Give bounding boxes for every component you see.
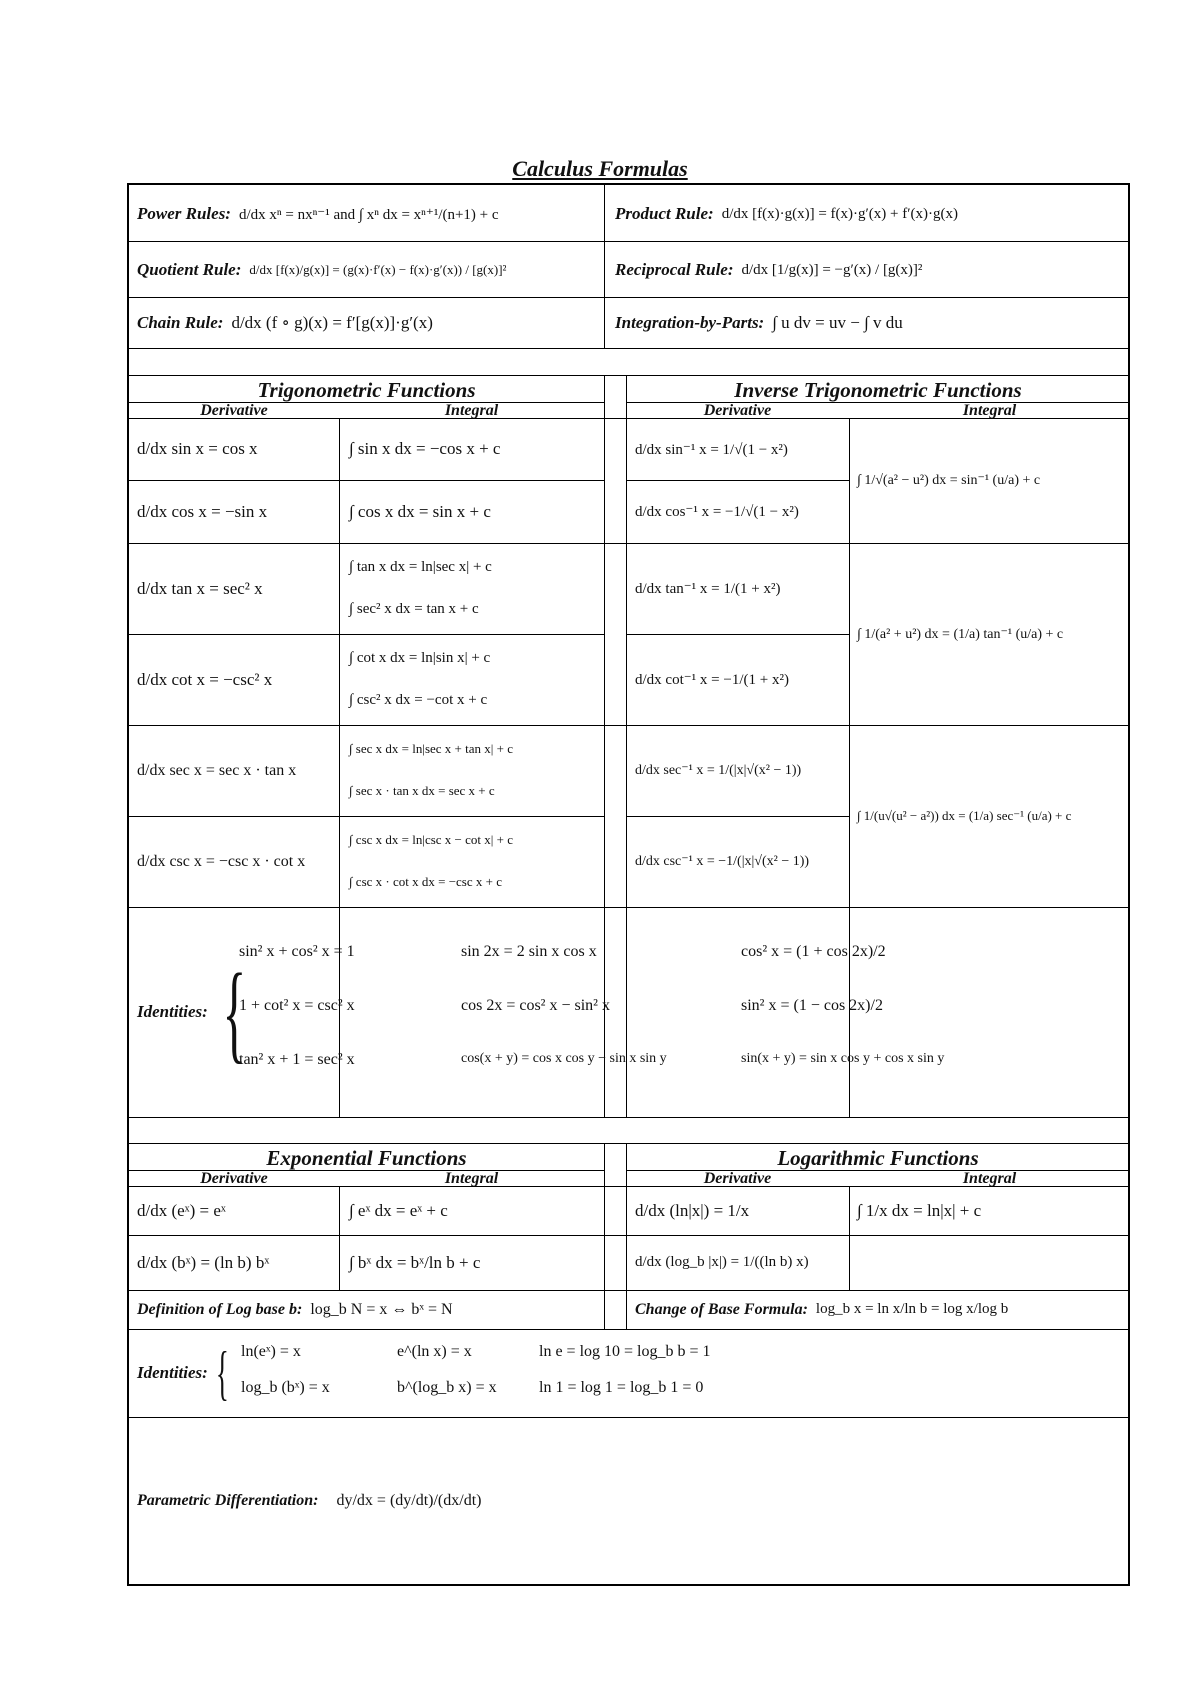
divider <box>129 1143 1128 1144</box>
inverse-derivative-arcsec: d/dx sec⁻¹ x = 1/(|x|√(x² − 1)) <box>635 763 802 778</box>
divider <box>849 1186 850 1290</box>
inverse-integral-arctan: ∫ 1/(a² + u²) dx = (1/a) tan⁻¹ (u/a) + c <box>857 626 1064 642</box>
chain-rule-label: Chain Rule: <box>137 313 224 332</box>
log-derivative-logb: d/dx (log_b |x|) = 1/((ln b) x) <box>635 1254 809 1270</box>
chain-rule-formula: d/dx (f ∘ g)(x) = f′[g(x)]·g′(x) <box>231 313 433 332</box>
trig-integral-sec-squared: ∫ sec² x dx = tan x + c <box>349 600 479 617</box>
exponential-heading: Exponential Functions <box>266 1146 467 1170</box>
log-derivative-header: Derivative <box>703 1170 772 1187</box>
quotient-rule-label: Quotient Rule: <box>137 260 242 279</box>
inverse-derivative-arccot: d/dx cot⁻¹ x = −1/(1 + x²) <box>635 672 789 688</box>
identity-tan-sec: tan² x + 1 = sec² x <box>239 1051 355 1068</box>
trig-derivative-csc: d/dx csc x = −csc x · cot x <box>137 852 306 870</box>
trig-integral-cot: ∫ cot x dx = ln|sin x| + c <box>349 649 491 666</box>
trig-derivative-tan: d/dx tan x = sec² x <box>137 578 263 598</box>
exp-integral-b: ∫ bˣ dx = bˣ/ln b + c <box>349 1252 481 1272</box>
exp-derivative-e: d/dx (eˣ) = eˣ <box>137 1200 226 1220</box>
divider <box>604 185 605 348</box>
definition-log-base-label: Definition of Log base b: <box>137 1300 303 1318</box>
inverse-derivative-arctan: d/dx tan⁻¹ x = 1/(1 + x²) <box>635 581 781 597</box>
formula-sheet <box>127 183 1130 1586</box>
identity-exp-ln: e^(ln x) = x <box>397 1343 472 1360</box>
parametric-label: Parametric Differentiation: <box>137 1491 319 1509</box>
identity-b-logb: b^(log_b x) = x <box>397 1379 497 1396</box>
logarithmic-heading: Logarithmic Functions <box>777 1146 979 1170</box>
change-of-base-formula: log_b x = ln x/ln b = log x/log b <box>815 1301 1009 1317</box>
trig-integral-csc-squared: ∫ csc² x dx = −cot x + c <box>349 691 488 708</box>
trig-integral-cos: ∫ cos x dx = sin x + c <box>349 501 491 521</box>
definition-log-base <box>137 1290 453 1329</box>
divider <box>339 1186 340 1290</box>
inverse-derivative-arccsc: d/dx csc⁻¹ x = −1/(|x|√(x² − 1)) <box>635 854 810 869</box>
divider <box>129 907 1128 908</box>
power-rules-formula: d/dx xⁿ = nxⁿ⁻¹ and ∫ xⁿ dx = xⁿ⁺¹/(n+1) + c <box>238 206 499 223</box>
parametric-differentiation <box>137 1417 481 1584</box>
power-rules <box>137 193 499 235</box>
identity-ln-exp: ln(eˣ) = x <box>241 1343 301 1360</box>
page-title: Calculus Formulas <box>512 156 688 181</box>
identity-cos-squared: cos² x = (1 + cos 2x)/2 <box>741 943 886 960</box>
trig-integral-header: Integral <box>444 402 499 419</box>
divider <box>626 375 627 1117</box>
divider <box>129 297 1128 298</box>
trig-integral-tan: ∫ tan x dx = ln|sec x| + c <box>349 558 492 575</box>
identity-pythagorean: sin² x + cos² x = 1 <box>239 943 355 960</box>
inverse-derivative-arcsin: d/dx sin⁻¹ x = 1/√(1 − x²) <box>635 441 788 458</box>
identity-sin-double: sin 2x = 2 sin x cos x <box>461 943 597 960</box>
trig-derivative-sec: d/dx sec x = sec x · tan x <box>137 761 297 779</box>
log-integral-header: Integral <box>962 1170 1017 1187</box>
power-rules-label: Power Rules: <box>137 204 231 223</box>
product-rule <box>615 193 958 235</box>
trig-integral-csc: ∫ csc x dx = ln|csc x − cot x| + c <box>349 832 513 847</box>
left-brace-icon: { <box>215 1340 229 1406</box>
integration-by-parts <box>615 303 903 343</box>
trig-integral-csc-cot: ∫ csc x · cot x dx = −csc x + c <box>349 874 502 889</box>
change-of-base <box>635 1290 1008 1329</box>
quotient-rule <box>137 249 506 291</box>
trig-derivative-header: Derivative <box>200 402 268 419</box>
divider <box>129 1117 1128 1118</box>
reciprocal-rule <box>615 249 922 291</box>
identity-logs-one: ln e = log 10 = log_b b = 1 <box>539 1343 711 1360</box>
trig-derivative-sin: d/dx sin x = cos x <box>137 439 258 458</box>
product-rule-label: Product Rule: <box>615 204 714 223</box>
exp-derivative-b: d/dx (bˣ) = (ln b) bˣ <box>137 1252 270 1272</box>
inverse-trig-integral-header: Integral <box>962 402 1017 419</box>
product-rule-formula: d/dx [f(x)·g(x)] = f(x)·g′(x) + f′(x)·g(x) <box>721 205 959 222</box>
trig-integral-sin: ∫ sin x dx = −cos x + c <box>349 439 501 458</box>
trig-integral-sec: ∫ sec x dx = ln|sec x + tan x| + c <box>349 741 513 756</box>
identity-sin-squared: sin² x = (1 − cos 2x)/2 <box>741 997 883 1014</box>
exp-integral-e: ∫ eˣ dx = eˣ + c <box>349 1200 448 1220</box>
identity-cos-sum: cos(x + y) = cos x cos y − sin x sin y <box>461 1051 667 1066</box>
reciprocal-rule-formula: d/dx [1/g(x)] = −g′(x) / [g(x)]² <box>741 261 923 278</box>
log-integral-ln: ∫ 1/x dx = ln|x| + c <box>857 1200 982 1220</box>
trig-derivative-cos: d/dx cos x = −sin x <box>137 501 268 521</box>
inverse-integral-arcsin: ∫ 1/√(a² − u²) dx = sin⁻¹ (u/a) + c <box>857 473 1041 488</box>
divider <box>129 1235 1128 1236</box>
inverse-trig-derivative-header: Derivative <box>703 402 772 419</box>
reciprocal-rule-label: Reciprocal Rule: <box>615 260 734 279</box>
identity-cot-csc: 1 + cot² x = csc² x <box>239 997 355 1014</box>
log-identities <box>137 1329 237 1417</box>
trig-identities-label: Identities: <box>137 1002 208 1021</box>
divider <box>129 375 1128 376</box>
trig-derivative-cot: d/dx cot x = −csc² x <box>137 669 273 689</box>
log-identities-label: Identities: <box>137 1363 208 1382</box>
integration-by-parts-label: Integration-by-Parts: <box>615 313 765 332</box>
identity-cos-double: cos 2x = cos² x − sin² x <box>461 997 610 1014</box>
inverse-integral-arcsec: ∫ 1/(u√(u² − a²)) dx = (1/a) sec⁻¹ (u/a) + c <box>857 808 1072 823</box>
left-brace-icon: { <box>222 951 247 1073</box>
inverse-derivative-arccos: d/dx cos⁻¹ x = −1/√(1 − x²) <box>635 504 799 520</box>
chain-rule <box>137 303 433 343</box>
identity-sin-sum: sin(x + y) = sin x cos y + cos x sin y <box>741 1051 945 1066</box>
quotient-rule-formula: d/dx [f(x)/g(x)] = (g(x)·f′(x) − f(x)·g′(x)) / [g(x)]² <box>249 262 507 277</box>
divider <box>129 241 1128 242</box>
definition-log-base-formula: log_b N = x ⇔ bˣ = N <box>310 1300 453 1318</box>
integration-by-parts-formula: ∫ u dv = uv − ∫ v du <box>772 313 903 332</box>
exp-derivative-header: Derivative <box>200 1170 268 1187</box>
divider <box>129 348 1128 349</box>
exp-integral-header: Integral <box>444 1170 499 1187</box>
parametric-formula: dy/dx = (dy/dt)/(dx/dt) <box>336 1491 482 1509</box>
log-derivative-ln: d/dx (ln|x|) = 1/x <box>635 1200 750 1220</box>
divider <box>129 1329 1128 1330</box>
identity-logb-power: log_b (bˣ) = x <box>241 1379 330 1396</box>
trig-integral-sec-tan: ∫ sec x · tan x dx = sec x + c <box>349 783 495 798</box>
inverse-trig-heading: Inverse Trigonometric Functions <box>734 378 1022 402</box>
identity-logs-zero: ln 1 = log 1 = log_b 1 = 0 <box>539 1379 704 1396</box>
divider <box>604 1143 605 1329</box>
change-of-base-label: Change of Base Formula: <box>635 1300 808 1318</box>
trig-heading: Trigonometric Functions <box>257 378 476 402</box>
